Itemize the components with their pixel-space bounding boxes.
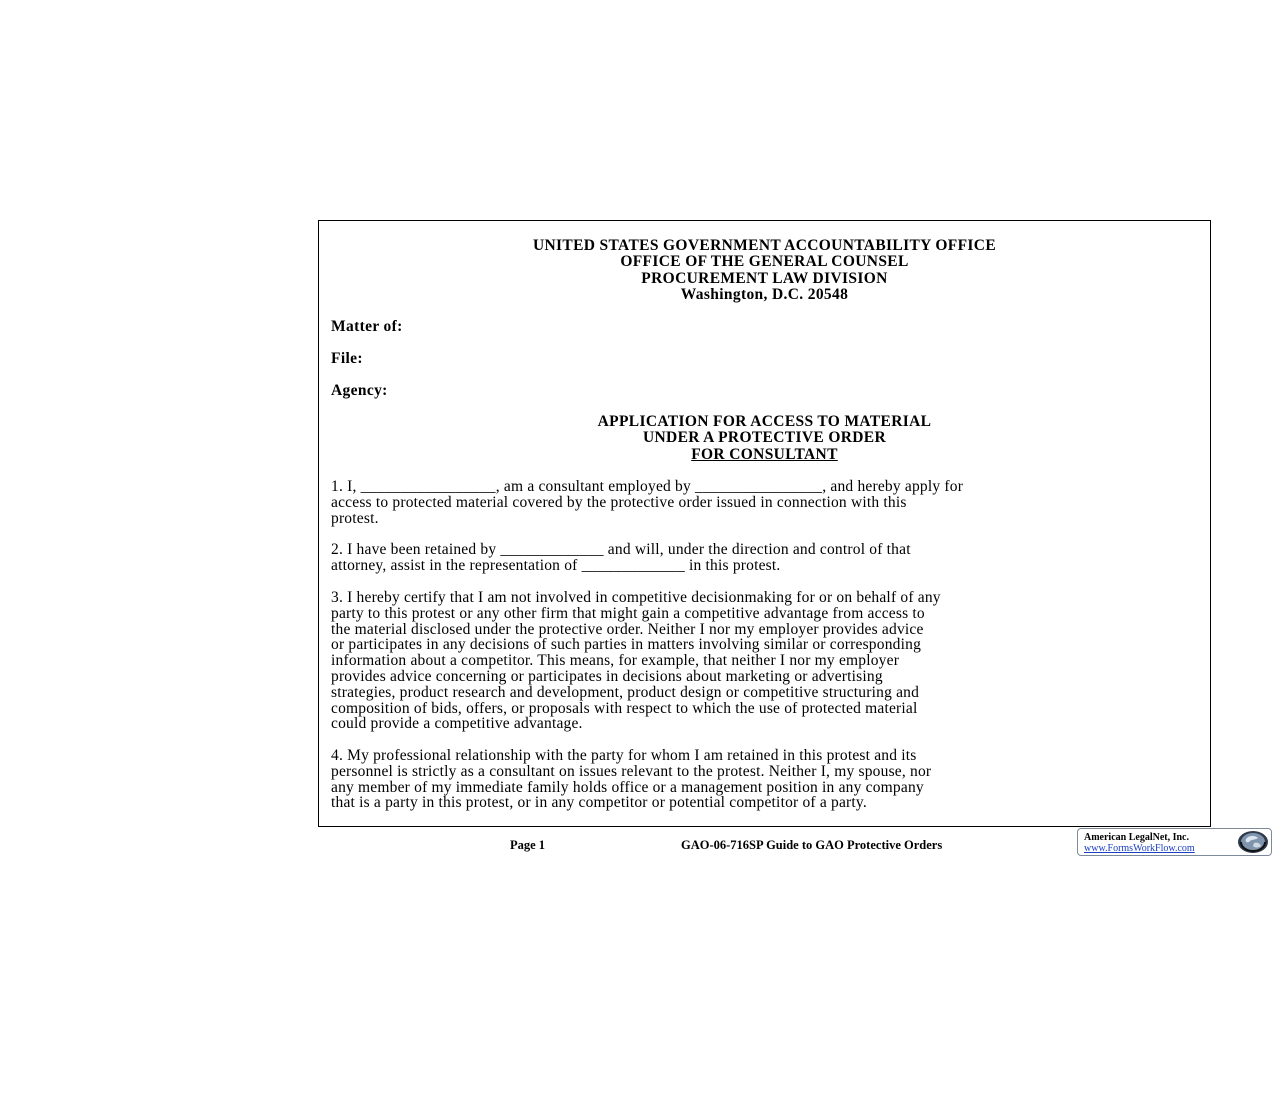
agency-label: Agency: <box>331 382 388 399</box>
publisher-logo[interactable] <box>1077 828 1272 856</box>
paragraph-line: or participates in any decisions of such parties in matters involving similar or corresponding <box>331 636 922 654</box>
agency-header <box>319 238 1210 303</box>
matter-of-label: Matter of: <box>331 318 403 335</box>
paragraph-line: 4. My professional relationship with the party for whom I am retained in this protest and its <box>331 747 917 764</box>
form-page <box>318 220 1211 827</box>
paragraph-1 <box>331 479 1201 526</box>
paragraph-line: information about a competitor. This means, for example, that neither I nor my employer <box>331 652 900 670</box>
page-number: Page 1 <box>510 838 546 852</box>
title-line-2: UNDER A PROTECTIVE ORDER <box>642 429 887 447</box>
header-line-2: OFFICE OF THE GENERAL COUNSEL <box>620 253 909 271</box>
header-line-3: PROCUREMENT LAW DIVISION <box>641 269 888 287</box>
paragraph-line: strategies, product research and development, product design or competitive structuring and <box>331 683 920 701</box>
header-line-1: UNITED STATES GOVERNMENT ACCOUNTABILITY OFFICE <box>532 237 997 254</box>
paragraph-line: 2. I have been retained by _____________ and will, under the direction and control of that <box>331 541 911 558</box>
title-line-3: FOR CONSULTANT <box>691 445 838 463</box>
header-line-4: Washington, D.C. 20548 <box>680 285 849 303</box>
paragraph-line: protest. <box>331 509 379 527</box>
paragraph-line: could provide a competitive advantage. <box>331 715 583 733</box>
paragraph-line: personnel is strictly as a consultant on issues relevant to the protest. Neither I, my spouse, nor <box>331 762 932 780</box>
paragraph-line: any member of my immediate family holds office or a management position in any company <box>331 778 924 796</box>
paragraph-line: 3. I hereby certify that I am not involved in competitive decisionmaking for or on behalf of any <box>331 589 941 606</box>
paragraph-line: party to this protest or any other firm that might gain a competitive advantage from access to <box>331 604 925 622</box>
paragraph-line: 1. I, _________________, am a consultant employed by ________________, and hereby apply for <box>331 478 964 495</box>
paragraph-line: provides advice concerning or participates in decisions about marketing or advertising <box>331 667 883 685</box>
paragraph-4 <box>331 748 1201 811</box>
paragraph-line: composition of bids, offers, or proposals with respect to which the use of protected material <box>331 699 918 717</box>
paragraph-2 <box>331 542 1201 574</box>
document-id: GAO-06-716SP Guide to GAO Protective Orders <box>681 838 943 852</box>
globe-icon <box>1236 830 1270 854</box>
form-title <box>319 414 1210 463</box>
publisher-link[interactable]: www.FormsWorkFlow.com <box>1084 843 1195 854</box>
paragraph-line: attorney, assist in the representation of _____________ in this protest. <box>331 556 781 574</box>
file-label: File: <box>331 350 363 367</box>
paragraph-line: that is a party in this protest, or in any competitor or potential competitor of a party. <box>331 794 867 812</box>
paragraph-line: access to protected material covered by the protective order issued in connection with this <box>331 493 907 511</box>
paragraph-line: the material disclosed under the protective order. Neither I nor my employer provides advice <box>331 620 924 638</box>
publisher-name: American LegalNet, Inc. <box>1084 832 1189 843</box>
paragraph-3 <box>331 590 1201 732</box>
title-line-1: APPLICATION FOR ACCESS TO MATERIAL <box>597 413 932 430</box>
